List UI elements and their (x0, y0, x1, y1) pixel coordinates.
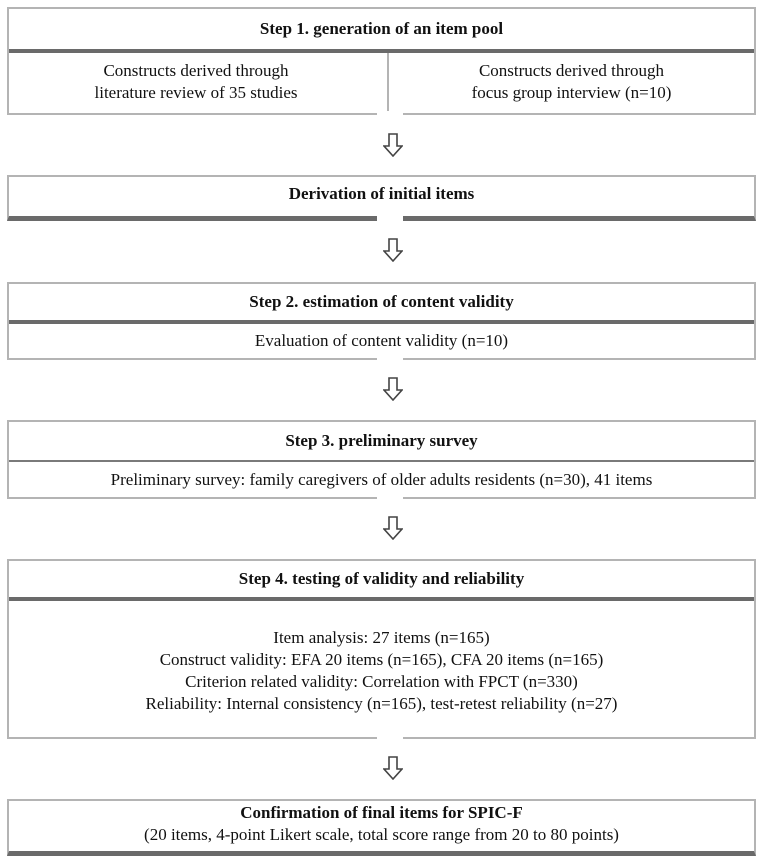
step1-header (9, 9, 754, 53)
step4-construct-validity: Construct validity: EFA 20 items (n=165), CFA 20 items (n=165) (159, 650, 604, 669)
final-title: Confirmation of final items for SPIC-F (240, 803, 523, 822)
step1-left-line-1: Constructs derived through (103, 61, 289, 80)
step1-left-line-2: literature review of 35 studies (94, 83, 298, 102)
step4-criterion-validity: Criterion related validity: Correlation with FPCT (n=330) (185, 672, 578, 691)
step1-title: Step 1. generation of an item pool (259, 19, 504, 38)
final-content (9, 801, 754, 851)
step3-line: Preliminary survey: family caregivers of older adults residents (n=30), 41 items (110, 469, 653, 489)
connector-gap (377, 735, 403, 739)
step1-sources (9, 53, 754, 111)
down-arrow-icon (383, 238, 403, 262)
step3-box (7, 420, 756, 499)
step1-box (7, 7, 756, 115)
step4-content (9, 601, 754, 737)
step4-item-analysis: Item analysis: 27 items (n=165) (273, 628, 490, 647)
step4-reliability: Reliability: Internal consistency (n=165), test-retest reliability (n=27) (145, 694, 618, 713)
step1-right-line-1: Constructs derived through (478, 61, 665, 80)
final-box (7, 799, 756, 856)
connector-gap (377, 216, 403, 221)
down-arrow-icon (383, 516, 403, 540)
derivation-content (9, 177, 754, 216)
step4-header (9, 561, 754, 601)
down-arrow-icon (383, 133, 403, 157)
step4-title: Step 4. testing of validity and reliability (238, 569, 525, 588)
step3-header (9, 422, 754, 462)
step2-header (9, 284, 754, 324)
step2-content (9, 324, 754, 358)
down-arrow-icon (383, 377, 403, 401)
connector-gap (377, 495, 403, 499)
derivation-title: Derivation of initial items (288, 183, 475, 203)
step2-title: Step 2. estimation of content validity (249, 292, 514, 311)
derivation-box (7, 175, 756, 221)
step1-right-line-2: focus group interview (n=10) (471, 83, 672, 102)
down-arrow-icon (383, 756, 403, 780)
step2-box (7, 282, 756, 360)
step4-box (7, 559, 756, 739)
step3-title: Step 3. preliminary survey (285, 431, 478, 450)
step1-focus-group (387, 53, 754, 111)
step1-literature-review (9, 53, 387, 111)
step3-content (9, 462, 754, 497)
connector-gap (377, 356, 403, 360)
connector-gap (377, 113, 403, 117)
step2-line: Evaluation of content validity (n=10) (254, 331, 509, 350)
final-subtitle: (20 items, 4-point Likert scale, total score range from 20 to 80 points) (144, 825, 619, 844)
